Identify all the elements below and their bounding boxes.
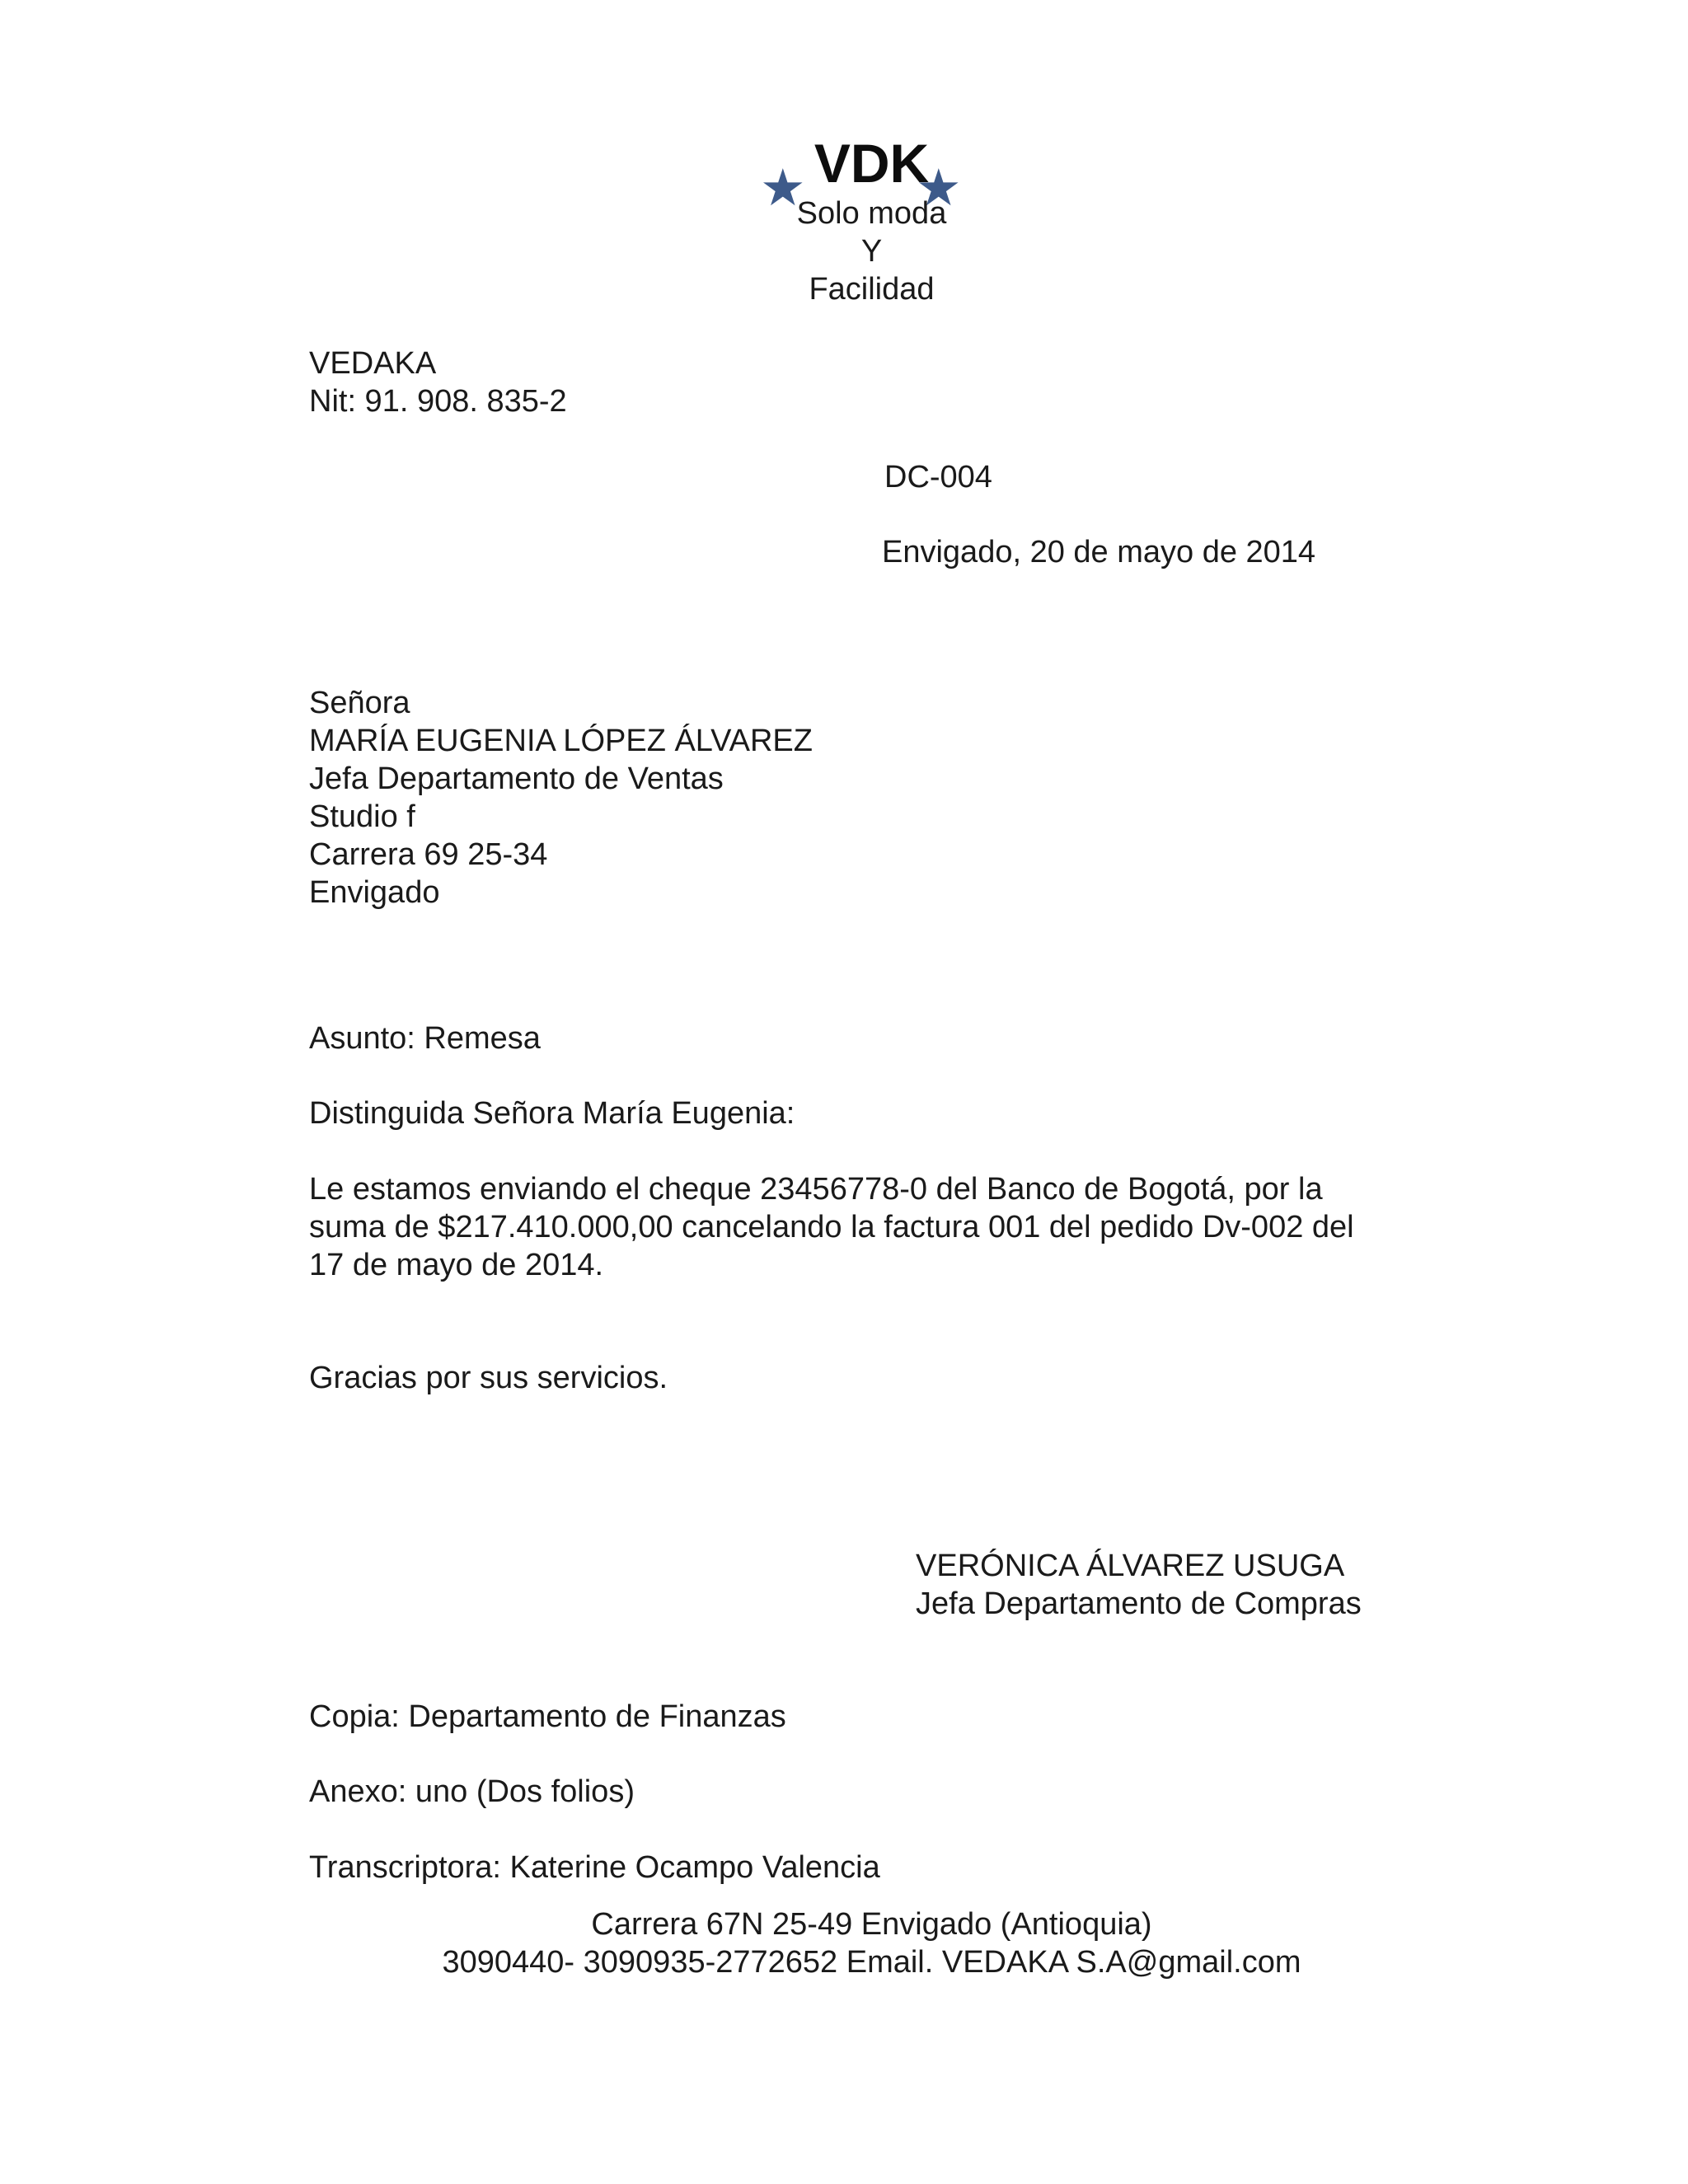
logo-text: VDK (814, 133, 930, 194)
paragraph-line: 17 de mayo de 2014. (309, 1248, 604, 1282)
copy-note: Copia: Departamento de Finanzas (309, 1699, 786, 1734)
greeting: Distinguida Señora María Eugenia: (309, 1096, 795, 1131)
paragraph-line: Le estamos enviando el cheque 23456778-0 del Banco de Bogotá, por la (309, 1172, 1323, 1207)
recipient-name: MARÍA EUGENIA LÓPEZ ÁLVAREZ (309, 724, 813, 758)
slogan-line-1: Solo moda (796, 196, 947, 231)
reference-code: DC-004 (884, 460, 992, 494)
slogan-line-3: Facilidad (809, 272, 935, 307)
footer-address: Carrera 67N 25-49 Envigado (Antioquia) (591, 1907, 1152, 1942)
place-date: Envigado, 20 de mayo de 2014 (882, 535, 1316, 569)
star-icon: ★ (916, 160, 962, 217)
recipient-company: Studio f (309, 799, 415, 834)
recipient-title: Señora (309, 686, 410, 720)
signature-block (916, 1547, 1362, 1623)
recipient-address: Carrera 69 25-34 (309, 837, 548, 872)
recipient-city: Envigado (309, 875, 440, 910)
sender-block (309, 344, 567, 420)
sender-nit: Nit: 91. 908. 835-2 (309, 384, 567, 419)
signature-position: Jefa Departamento de Compras (916, 1586, 1362, 1621)
body-paragraph (309, 1170, 1354, 1284)
sender-company: VEDAKA (309, 346, 437, 381)
star-icon: ★ (760, 160, 806, 217)
recipient-position: Jefa Departamento de Ventas (309, 762, 724, 796)
transcriber-note: Transcriptora: Katerine Ocampo Valencia (309, 1850, 880, 1885)
slogan-line-2: Y (860, 234, 883, 269)
footer-contact: 3090440- 3090935-2772652 Email. VEDAKA S.A@gmail.com (442, 1945, 1301, 1980)
recipient-block (309, 684, 813, 912)
paragraph-line: suma de $217.410.000,00 cancelando la factura 001 del pedido Dv-002 del (309, 1210, 1354, 1244)
subject-line: Asunto: Remesa (309, 1021, 541, 1056)
closing-line: Gracias por sus servicios. (309, 1361, 668, 1395)
signature-name: VERÓNICA ÁLVAREZ USUGA (916, 1549, 1345, 1583)
annex-note: Anexo: uno (Dos folios) (309, 1774, 635, 1809)
